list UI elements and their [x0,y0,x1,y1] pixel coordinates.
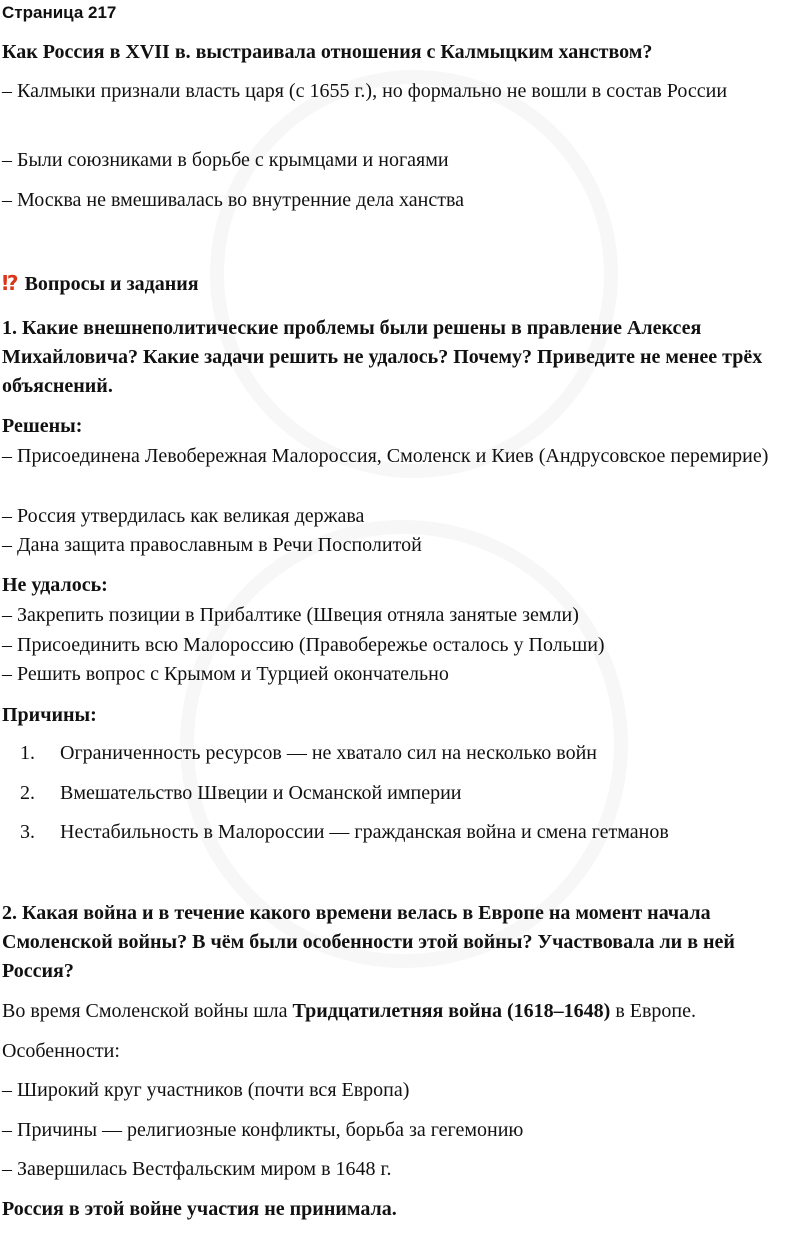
section-heading [2,269,796,299]
section-title: Вопросы и задания [24,273,199,295]
q1-solved-item: – Россия утвердилась как великая держава [2,505,365,527]
q1-solved-item: – Дана защита православным в Речи Посполитой [2,534,422,556]
reason-item [20,739,796,768]
q2-features-heading: Особенности: [2,1040,120,1062]
q1-question: 1. Какие внешнеполитические проблемы были решены в правление Алексея Михайловича? Какие задачи решить не удалось? Почему? Приведите не менее трёх объяснений. [2,317,763,397]
intro-question: Как Россия в XVII в. выстраивала отношения с Калмыцким ханством? [2,41,653,63]
exclamation-question-icon: ⁉ [2,271,19,295]
q1-failed-heading: Не удалось: [2,574,108,596]
reason-text: Нестабильность в Малороссии — гражданская война и смена гетманов [60,821,669,843]
reason-text: Вмешательство Швеции и Османской империи [60,782,462,804]
reason-item [20,779,796,808]
q2-feature-item: – Широкий круг участников (почти вся Европа) [2,1079,410,1101]
q2-question: 2. Какая война и в течение какого времени велась в Европе на момент начала Смоленской войны? В чём были особенности этой войны? Участвовала ли в ней Россия? [2,902,735,982]
reason-number: 2. [20,782,35,804]
intro-item: – Калмыки признали власть царя (с 1655 г.), но формально не вошли в состав России [2,80,728,102]
q1-solved-item: – Присоединена Левобережная Малороссия, Смоленск и Киев (Андрусовское перемирие) [2,445,769,467]
reason-text: Ограниченность ресурсов — не хватало сил на несколько войн [60,742,598,764]
q2-answer-after: в Европе. [610,1000,696,1022]
q2-conclusion: Россия в этой войне участия не принимала. [2,1198,397,1220]
q1-failed-item: – Решить вопрос с Крымом и Турцией окончательно [2,663,449,685]
q1-failed-item: – Присоединить всю Малороссию (Правобережье осталось у Польши) [2,634,605,656]
q2-answer-bold: Тридцатилетняя война (1618–1648) [292,1000,611,1022]
reason-item [20,818,796,847]
reason-number: 1. [20,742,35,764]
q2-answer-before: Во время Смоленской войны шла [2,1000,293,1022]
q2-feature-item: – Причины — религиозные конфликты, борьба за гегемонию [2,1119,524,1141]
q2-answer [2,997,796,1026]
page-label: Страница 217 [2,3,117,22]
intro-item: – Были союзниками в борьбе с крымцами и ногаями [2,149,449,171]
q1-reasons-heading: Причины: [2,704,97,726]
reason-number: 3. [20,821,35,843]
q2-feature-item: – Завершилась Вестфальским миром в 1648 г. [2,1158,392,1180]
q1-solved-heading: Решены: [2,415,83,437]
q1-failed-item: – Закрепить позиции в Прибалтике (Швеция отняла занятые земли) [2,604,579,626]
intro-item: – Москва не вмешивалась во внутренние дела ханства [2,189,465,211]
